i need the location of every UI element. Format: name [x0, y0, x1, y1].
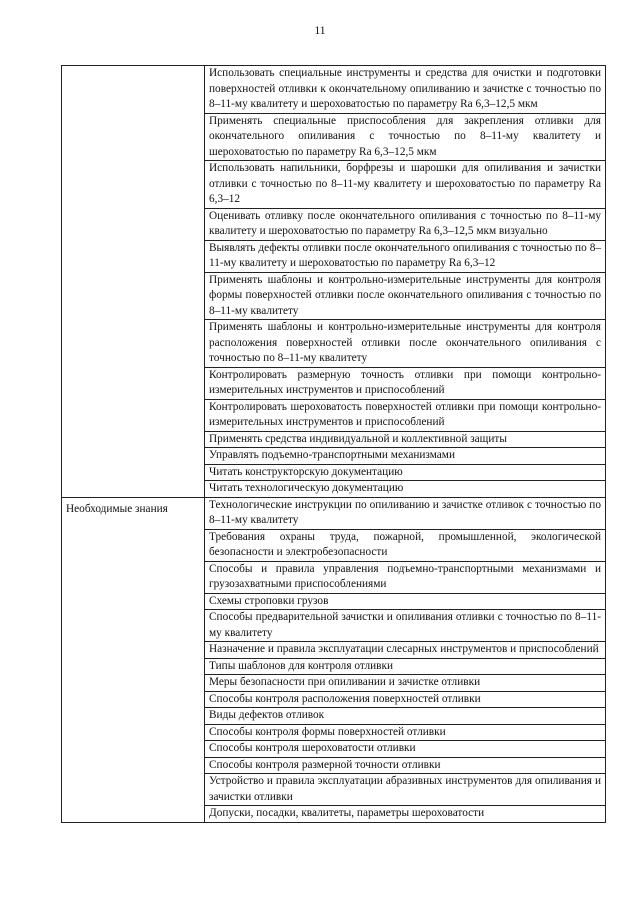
skills-item: Применять средства индивидуальной и коллективной защиты [205, 431, 606, 448]
skills-section-label [62, 66, 205, 498]
knowledge-item: Типы шаблонов для контроля отливки [205, 658, 606, 675]
skills-item: Контролировать шероховатость поверхностей отливки при помощи контрольно-измерительных инструментов и приспособлений [205, 399, 606, 431]
skills-item: Использовать напильники, борфрезы и шарошки для опиливания и зачистки отливки с точностью по 8–11-му квалитету и шероховатостью по параметру Ra 6,3–12 [205, 161, 606, 209]
requirements-table [61, 65, 606, 823]
knowledge-item: Меры безопасности при опиливании и зачистке отливки [205, 675, 606, 692]
knowledge-item: Виды дефектов отливок [205, 708, 606, 725]
skills-item: Выявлять дефекты отливки после окончательного опиливания с точностью по 8–11-му квалитету и шероховатостью по параметру Ra 6,3–12 [205, 240, 606, 272]
knowledge-item: Способы контроля размерной точности отливки [205, 757, 606, 774]
skills-item: Применять шаблоны и контрольно-измерительные инструменты для контроля расположения поверхностей отливки после окончательного опиливания с точностью по 8–11-му квалитету [205, 320, 606, 368]
skills-item: Применять специальные приспособления для закрепления отливки для окончательного опиливания с точностью по 8–11-му квалитету и шероховатостью по параметру Ra 6,3–12,5 мкм [205, 113, 606, 161]
knowledge-item: Допуски, посадки, квалитеты, параметры шероховатости [205, 806, 606, 823]
skills-item: Применять шаблоны и контрольно-измерительные инструменты для контроля формы поверхностей отливки после окончательного опиливания с точностью по 8–11-му квалитету [205, 272, 606, 320]
knowledge-item: Способы предварительной зачистки и опиливания отливки с точностью по 8–11-му квалитету [205, 610, 606, 642]
skills-item: Управлять подъемно-транспортными механизмами [205, 448, 606, 465]
skills-row [62, 66, 606, 114]
knowledge-row [62, 497, 606, 529]
knowledge-item: Способы контроля расположения поверхностей отливки [205, 691, 606, 708]
skills-item: Читать технологическую документацию [205, 481, 606, 498]
knowledge-item: Схемы строповки грузов [205, 593, 606, 610]
knowledge-item: Требования охраны труда, пожарной, промышленной, экологической безопасности и электробезопасности [205, 529, 606, 561]
knowledge-item: Устройство и правила эксплуатации абразивных инструментов для опиливания и зачистки отливки [205, 774, 606, 806]
skills-item: Контролировать размерную точность отливки при помощи контрольно-измерительных инструментов и приспособлений [205, 367, 606, 399]
knowledge-item: Технологические инструкции по опиливанию и зачистке отливок с точностью по 8–11-му квалитету [205, 497, 606, 529]
knowledge-item: Способы контроля шероховатости отливки [205, 741, 606, 758]
knowledge-item: Назначение и правила эксплуатации слесарных инструментов и приспособлений [205, 642, 606, 659]
knowledge-item: Способы контроля формы поверхностей отливки [205, 724, 606, 741]
skills-item: Читать конструкторскую документацию [205, 464, 606, 481]
skills-item: Оценивать отливку после окончательного опиливания с точностью по 8–11-му квалитету и шероховатостью по параметру Ra 6,3–12,5 мкм визуально [205, 208, 606, 240]
page-number: 11 [314, 25, 326, 37]
knowledge-item: Способы и правила управления подъемно-транспортными механизмами и грузозахватными приспособлениями [205, 561, 606, 593]
knowledge-section-label: Необходимые знания [62, 497, 205, 822]
skills-item: Использовать специальные инструменты и средства для очистки и подготовки поверхностей отливки к окончательному опиливанию и зачистке с точностью по 8–11-му квалитету и шероховатостью по параметру Ra 6,3–12,5 мкм [205, 66, 606, 114]
